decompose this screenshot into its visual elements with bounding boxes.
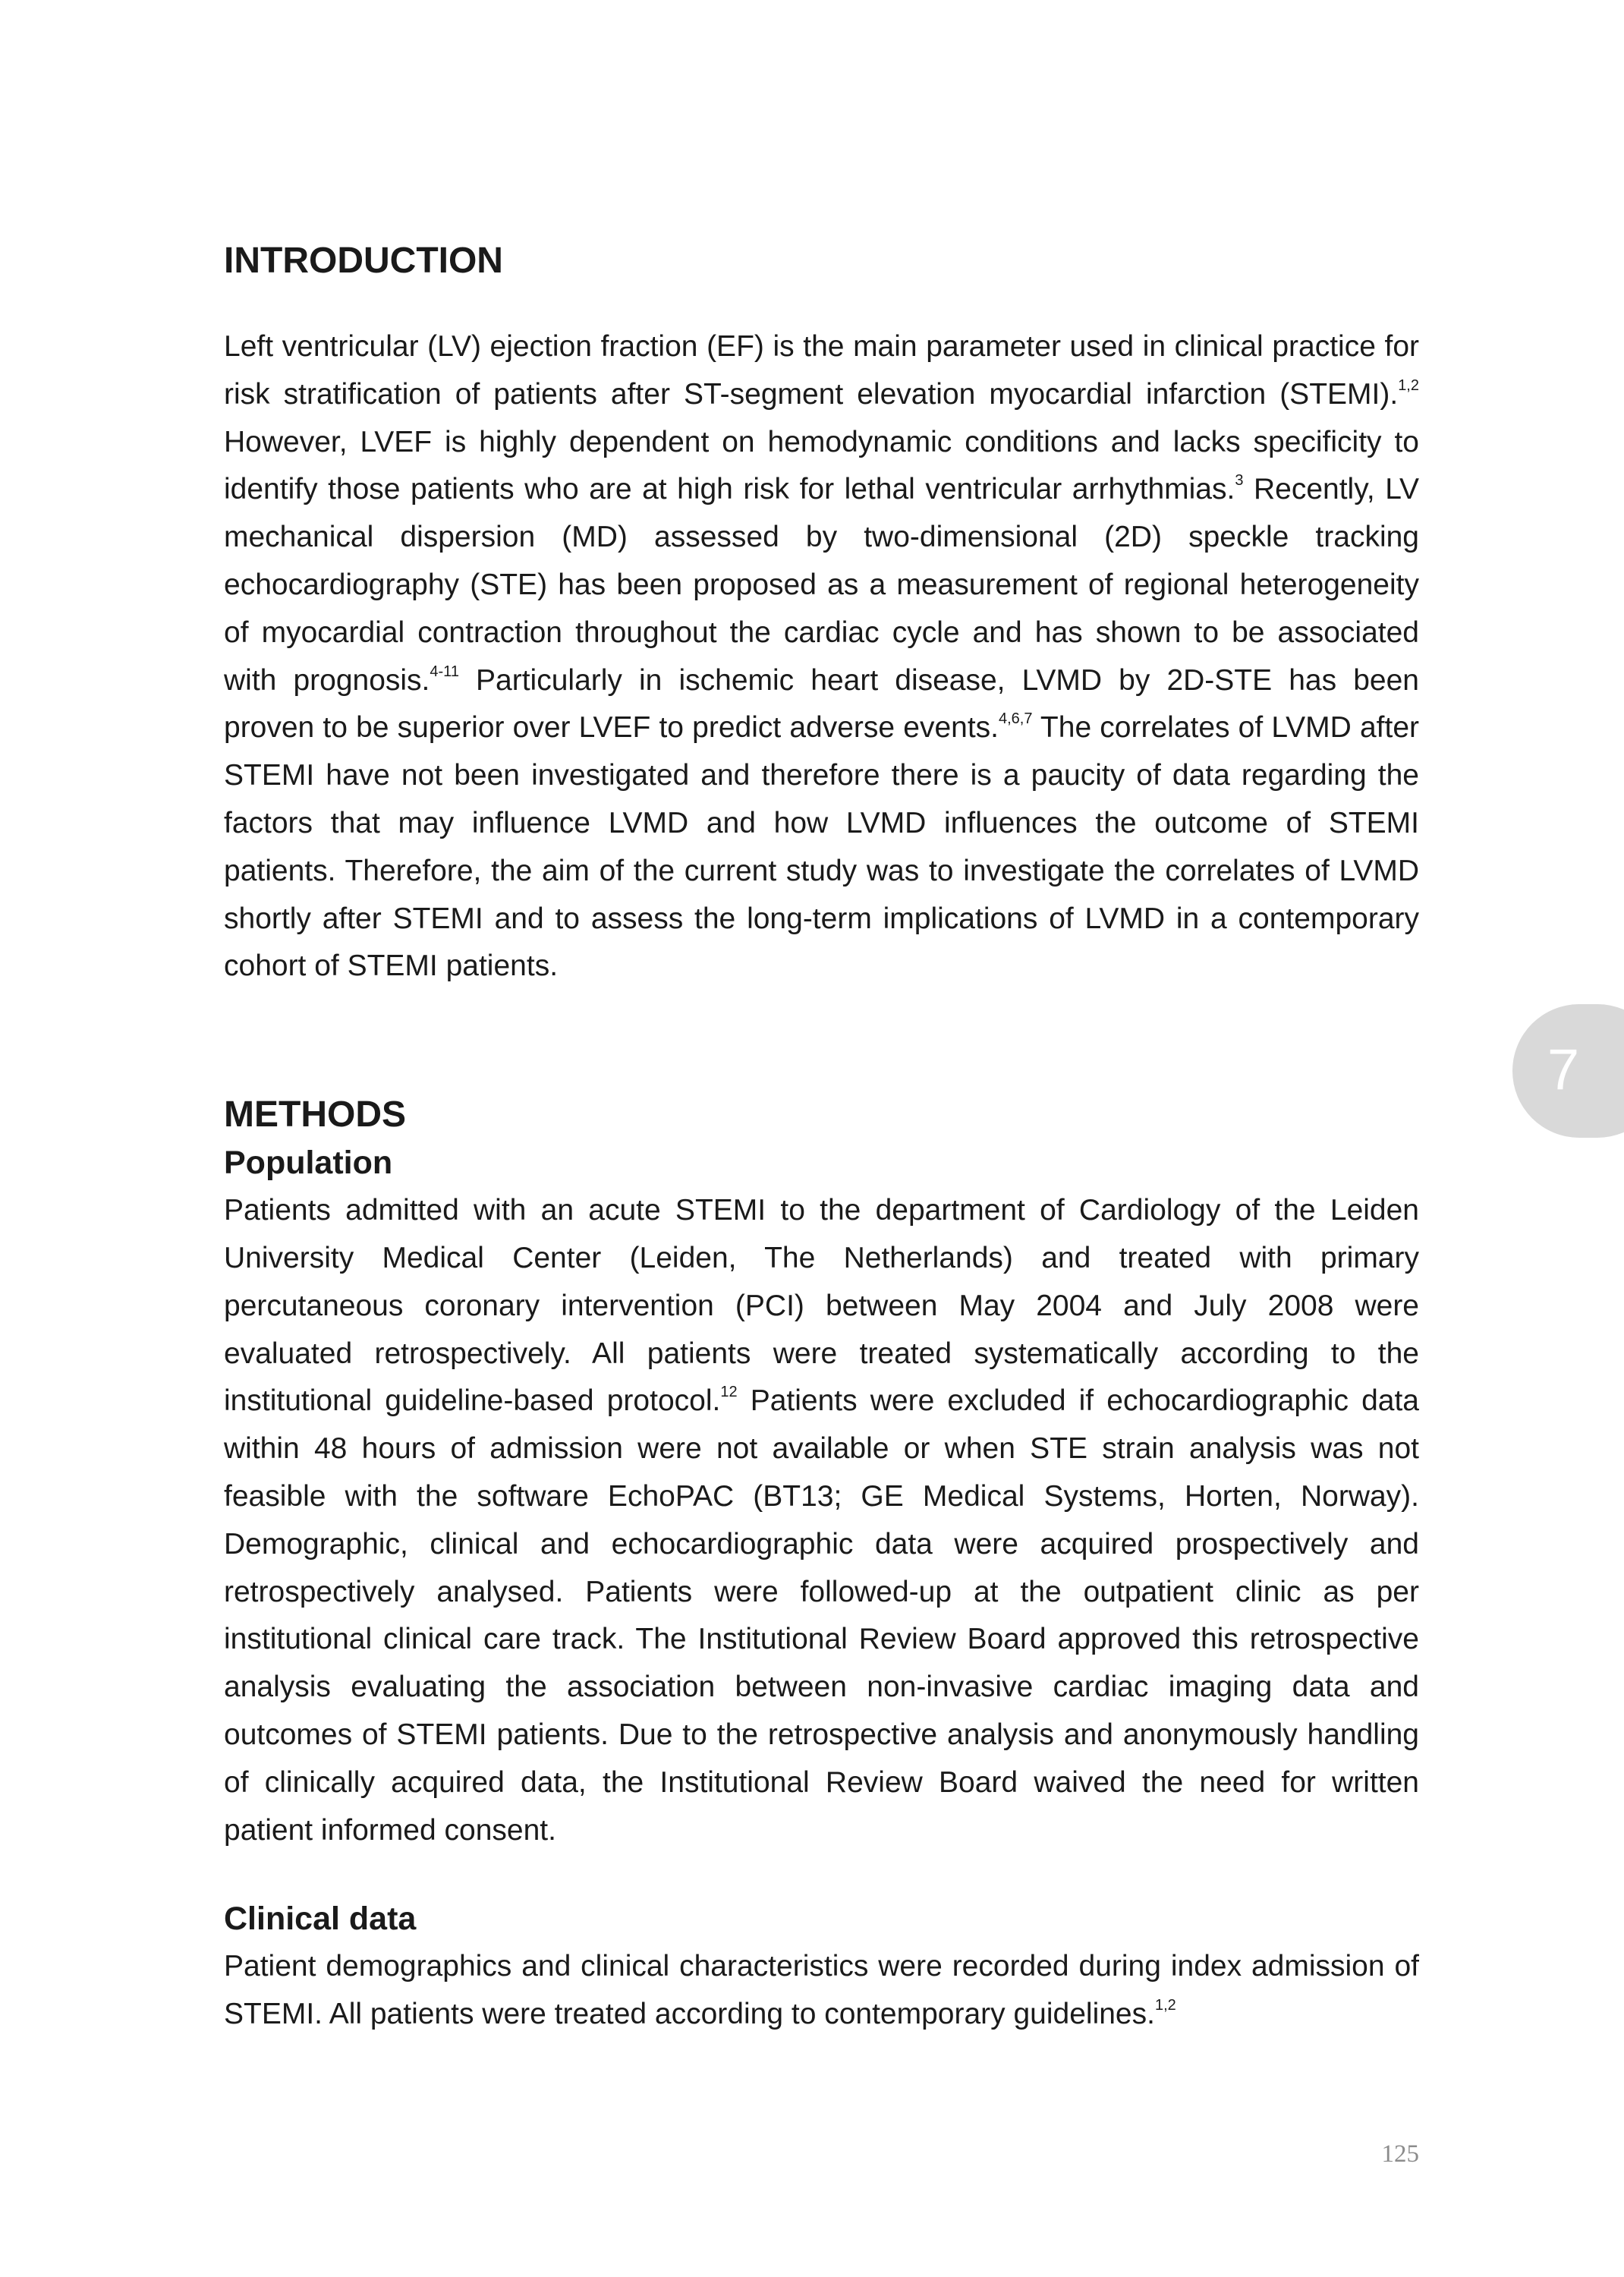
methods-heading: METHODS bbox=[224, 1094, 406, 1135]
intro-text-2: However, LVEF is highly dependent on hemodynamic conditions and lacks specificity to identify those patients who are at high risk for lethal ventricular arrhythmias. bbox=[224, 425, 1419, 506]
citation-ref: 4-11 bbox=[430, 663, 459, 680]
citation-ref: 3 bbox=[1235, 472, 1244, 490]
chapter-number: 7 bbox=[1547, 1038, 1580, 1102]
citation-ref: 1,2 bbox=[1398, 376, 1419, 394]
clinical-data-heading: Clinical data bbox=[224, 1901, 417, 1938]
intro-text-1: Left ventricular (LV) ejection fraction (EF) is the main parameter used in clinical practice for risk stratification of patients after ST-segment elevation myocardial infarction (STEMI). bbox=[224, 330, 1419, 411]
citation-ref: 1,2 bbox=[1154, 1997, 1176, 2014]
population-text-2: Patients were excluded if echocardiographic data within 48 hours of admission were not available or when STE strain analysis was not feasible with the software EchoPAC (BT13; GE Medical Systems, Horten, Norway). Demographic, clinical and echocardiographic data were acquired prospectively and retrospectively analysed. Patients were followed-up at the outpatient clinic as per institutional clinical care track. The Institutional Review Board approved this retrospective analysis evaluating the association between non-invasive cardiac imaging data and outcomes of STEMI patients. Due to the retrospective analysis and anonymously handling of clinically acquired data, the Institutional Review Board waived the need for written patient informed consent. bbox=[224, 1384, 1419, 1847]
citation-ref: 4,6,7 bbox=[999, 710, 1033, 728]
page-number: 125 bbox=[1381, 2140, 1419, 2168]
page-content bbox=[224, 237, 1419, 2039]
population-heading: Population bbox=[224, 1145, 393, 1182]
intro-text-5: The correlates of LVMD after STEMI have not been investigated and therefore there is a paucity of data regarding the factors that may influence LVMD and how LVMD influences the outcome of STEMI patients. Therefore, the aim of the current study was to investigate the correlates of LVMD shortly after STEMI and to assess the long-term implications of LVMD in a contemporary cohort of STEMI patients. bbox=[224, 711, 1419, 983]
citation-ref: 12 bbox=[720, 1384, 738, 1401]
population-paragraph bbox=[224, 1187, 1419, 1854]
introduction-heading: INTRODUCTION bbox=[224, 241, 503, 281]
clinical-data-paragraph bbox=[224, 1943, 1419, 2039]
intro-text-3: Recently, LV mechanical dispersion (MD) assessed by two-dimensional (2D) speckle tracking echocardiography (STE) has been proposed as a measurement of regional heterogeneity of myocardial contraction throughout the cardiac cycle and has shown to be associated with prognosis. bbox=[224, 473, 1419, 697]
introduction-paragraph bbox=[224, 323, 1419, 990]
clinical-text-1: Patient demographics and clinical characteristics were recorded during index admission of STEMI. All patients were treated according to contemporary guidelines. bbox=[224, 1950, 1419, 2031]
intro-text-4: Particularly in ischemic heart disease, LVMD by 2D-STE has been proven to be superior over LVEF to predict adverse events. bbox=[224, 663, 1419, 745]
population-text-1: Patients admitted with an acute STEMI to the department of Cardiology of the Leiden University Medical Center (Leiden, The Netherlands) and treated with primary percutaneous coronary intervention (PCI) between May 2004 and July 2008 were evaluated retrospectively. All patients were treated systematically according to the institutional guideline-based protocol. bbox=[224, 1194, 1419, 1418]
